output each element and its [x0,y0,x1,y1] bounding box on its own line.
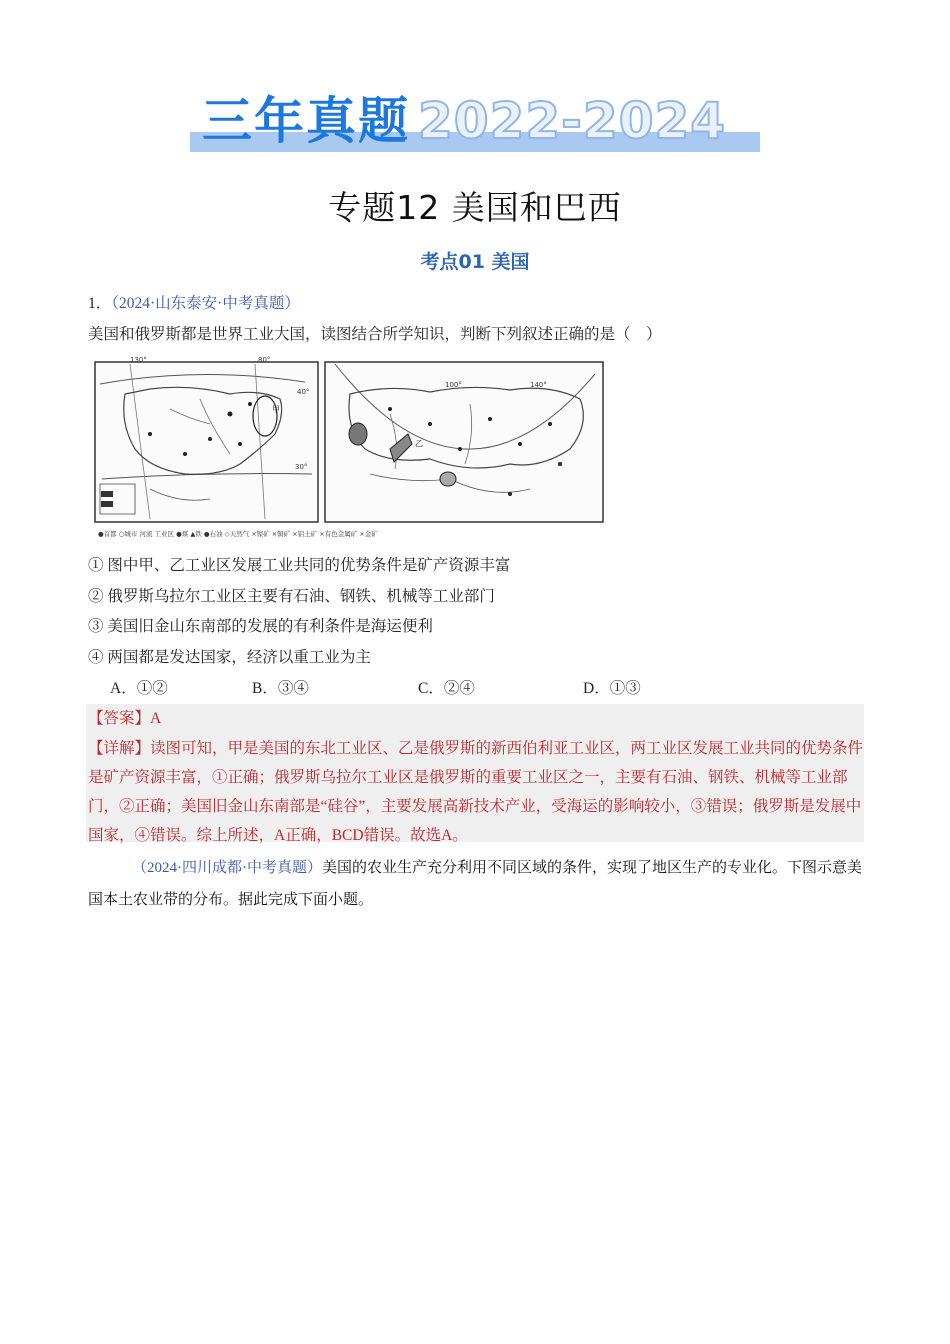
answer-detail: 【详解】读图可知，甲是美国的东北工业区、乙是俄罗斯的新西伯利亚工业区，两工业区发展工业共同的优势条件是矿产资源丰富，①正确；俄罗斯乌拉尔工业区是俄罗斯的重要工业区之一，主要有石油、钢铁、机械等工业部门，②正确；美国旧金山东南部是“硅谷”，主要发展高新技术产业，受海运的影响较小，③错误；俄罗斯是发展中国家，④错误。综上所述，A正确，BCD错误。故选A。 [88,740,864,844]
question-text: 美国和俄罗斯都是世界工业大国，读图结合所学知识，判断下列叙述正确的是（ ） [88,326,662,343]
choice-c[interactable]: C．②④ [418,680,475,697]
choice-d[interactable]: D．①③ [583,680,641,697]
question-source: （2024·山东泰安·中考真题） [111,295,300,312]
usa-lon-label: 130° [130,356,147,364]
map-legend: ●首都 ○城市 河流 工业区 ●煤 ▲铁 ●石油 ◇天然气 ×镍矿 ×铜矿 ×铝土矿 ×有色金属矿 ×金矿 [98,530,378,538]
section-subtitle: 考点01 美国 [420,251,530,273]
usa-lat-40: 40° [297,388,310,396]
banner-cn: 三年真题 [202,92,410,150]
choice-b[interactable]: B．③④ [252,680,309,697]
banner-title [202,92,726,152]
question-number: 1． [88,295,112,312]
label-jia: 甲 [272,405,280,414]
statement-2: ② 俄罗斯乌拉尔工业区主要有石油、钢铁、机械等工业部门 [88,588,495,605]
russia-map [325,362,603,522]
banner [190,92,760,154]
question-2-source: （2024·四川成都·中考真题） [132,860,322,876]
usa-map [95,356,318,522]
russia-lon-100: 100° [445,381,462,389]
question-1-maps [90,354,608,544]
question-2-stem [88,852,868,915]
usa-lat-30: 30° [295,463,308,471]
statement-1: ① 图中甲、乙工业区发展工业共同的优势条件是矿产资源丰富 [88,557,511,574]
question-2-text: 美国的农业生产充分利用不同区域的条件，实现了地区生产的专业化。下图示意美国本土农业带的分布。据此完成下面小题。 [88,858,863,908]
banner-years: 2022-2024 [418,92,727,150]
label-yi: 乙 [415,439,423,448]
answer-text: 【答案】A [88,710,162,727]
statement-4: ④ 两国都是发达国家，经济以重工业为主 [88,649,371,666]
russia-lon-140: 140° [530,381,547,389]
usa-lon-mid: 80° [258,356,271,364]
statement-3: ③ 美国旧金山东南部的发展的有利条件是海运便利 [88,618,433,635]
choice-a[interactable]: A．①② [110,680,168,697]
page-title: 专题12 美国和巴西 [328,188,622,227]
question-1-stem [88,288,868,350]
